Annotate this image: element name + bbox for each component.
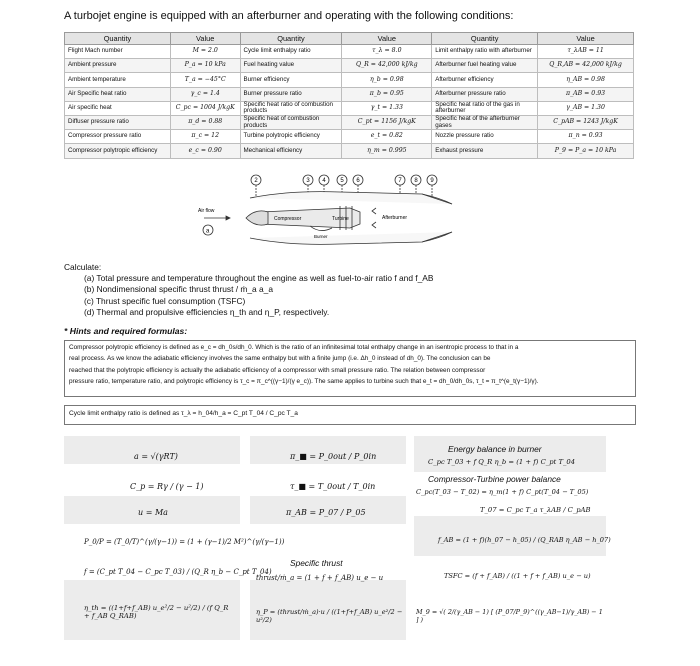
station-label: 8 xyxy=(414,178,418,184)
formula-cp: C_p = Rγ / (γ − 1) xyxy=(130,482,204,491)
air-flow-label: Air flow xyxy=(198,208,215,214)
engine-diagram xyxy=(190,168,530,258)
quantity-cell: Fuel heating value xyxy=(240,59,342,73)
calculate-item: (b) Nondimensional specific thrust thrust / ṁ_a a_a xyxy=(84,284,273,295)
quantity-cell: Turbine polytropic efficiency xyxy=(240,130,342,144)
col-header: Value xyxy=(342,33,432,45)
formula-fuel-air-ratio: f = (C_pt T_04 − C_pc T_03) / (Q_R η_b − C_pt T_04) xyxy=(84,568,272,576)
quantity-cell: Specific heat of combustion products xyxy=(240,115,342,129)
hint-line: real process. As we know the adiabatic efficiency involves the same enthalpy but with a finite jump (i.e. Δh_0 instead of dh_0). The conclusion can be xyxy=(69,355,491,363)
formula-pressure-ratio: π_■ = P_0out / P_0in xyxy=(290,452,377,461)
col-header: Value xyxy=(170,33,240,45)
value-cell: π_n = 0.93 xyxy=(538,130,634,144)
station-label: 6 xyxy=(356,178,360,184)
problem-title: A turbojet engine is equipped with an afterburner and operating with the following conditions: xyxy=(64,10,514,22)
formula-specific-thrust: thrust/ṁ_a = (1 + f + f_AB) u_e − u xyxy=(256,574,384,582)
calculate-heading: Calculate: xyxy=(64,262,102,272)
station-label: 9 xyxy=(430,178,434,184)
value-cell: Q_R = 42,000 kJ/kg xyxy=(342,59,432,73)
polytropic-efficiency-box xyxy=(64,340,636,397)
value-cell: η_b = 0.98 xyxy=(342,73,432,87)
value-cell: Q_R,AB = 42,000 kJ/kg xyxy=(538,59,634,73)
table-row xyxy=(65,45,634,59)
value-cell: π_c = 12 xyxy=(170,130,240,144)
formula-speed-of-sound: a = √(γRT) xyxy=(134,452,178,461)
formula-temperature-ratio: τ_■ = T_0out / T_0in xyxy=(290,482,376,491)
quantity-cell: Compressor polytropic efficiency xyxy=(65,144,171,158)
calculate-item: (a) Total pressure and temperature throughout the engine as well as fuel-to-air ratio f and f_AB xyxy=(84,273,434,284)
quantity-cell: Nozzle pressure ratio xyxy=(432,130,538,144)
formula-velocity: u = Ma xyxy=(138,508,168,517)
quantity-cell: Ambient temperature xyxy=(65,73,171,87)
inlet-station-label: a xyxy=(206,228,210,235)
value-cell: T_a = −45°C xyxy=(170,73,240,87)
quantity-cell: Ambient pressure xyxy=(65,59,171,73)
col-header: Quantity xyxy=(432,33,538,45)
quantity-cell: Compressor pressure ratio xyxy=(65,130,171,144)
quantity-cell: Specific heat ratio of the gas in afterburner xyxy=(432,101,538,115)
quantity-cell: Afterburner efficiency xyxy=(432,73,538,87)
value-cell: e_t = 0.82 xyxy=(342,130,432,144)
table-row xyxy=(65,101,634,115)
value-cell: γ_t = 1.33 xyxy=(342,101,432,115)
station-label: 3 xyxy=(306,178,310,184)
value-cell: M = 2.0 xyxy=(170,45,240,59)
station-label: 2 xyxy=(254,178,258,184)
formula-propulsive-efficiency: η_P = (thrust/ṁ_a)·u / ((1+f+f_AB) u_e²/2 − u²/2) xyxy=(256,608,403,624)
table-row xyxy=(65,144,634,158)
table-row xyxy=(65,130,634,144)
value-cell: C_pAB = 1243 J/kgK xyxy=(538,115,634,129)
col-header: Quantity xyxy=(65,33,171,45)
formula-afterburner-pressure-ratio: π_AB = P_07 / P_05 xyxy=(286,508,366,517)
formula-thermal-efficiency: η_th = ((1+f+f_AB) u_e²/2 − u²/2) / (f Q_R + f_AB Q_RAB) xyxy=(84,604,229,620)
hint-line: pressure ratio, temperature ratio, and polytropic efficiency is τ_c = π_c^((γ−1)/(γ e_c)). The same applies to turbine such that e_t = dh_0/dh_0s, τ_t = π_t^(e_t(γ−1)/γ). xyxy=(69,377,539,385)
station-markers xyxy=(251,175,437,185)
quantity-cell: Cycle limit enthalpy ratio xyxy=(240,45,342,59)
calculate-section xyxy=(64,262,433,318)
quantity-cell: Flight Mach number xyxy=(65,45,171,59)
table-row xyxy=(65,59,634,73)
value-cell: π_d = 0.88 xyxy=(170,115,240,129)
quantity-cell: Burner pressure ratio xyxy=(240,87,342,101)
burner-label: Burner xyxy=(314,234,328,239)
station-label: 7 xyxy=(398,178,402,184)
station-label: 4 xyxy=(322,178,326,184)
conditions-table xyxy=(64,32,634,159)
formula-t07: T_07 = C_pc T_a τ_λAB / C_pAB xyxy=(480,506,591,514)
station-label: 5 xyxy=(340,178,344,184)
quantity-cell: Specific heat of the afterburner gases xyxy=(432,115,538,129)
quantity-cell: Specific heat ratio of combustion products xyxy=(240,101,342,115)
hint-line: reached that the polytropic efficiency is actually the adiabatic efficiency of a compressor with small pressure ratio. The relation between compressor xyxy=(69,366,486,374)
specific-thrust-label: Specific thrust xyxy=(290,558,343,568)
formula-fab: f_AB = (1 + f)(h_07 − h_05) / (Q_RAB η_AB − h_07) xyxy=(438,536,611,544)
value-cell: η_m = 0.995 xyxy=(342,144,432,158)
hint-line: Compressor polytropic efficiency is defined as e_c = dh_0s/dh_0. Which is the ratio of an infinitesimal total enthalpy change in an isentropic process to that in a xyxy=(69,344,519,351)
power-balance-label: Compressor-Turbine power balance xyxy=(428,474,561,484)
value-cell: η_AB = 0.98 xyxy=(538,73,634,87)
formula-energy-balance: C_pc T_03 + f Q_R η_b = (1 + f) C_pt T_04 xyxy=(428,458,576,466)
hints-heading: * Hints and required formulas: xyxy=(64,326,188,336)
value-cell: τ_λAB = 11 xyxy=(538,45,634,59)
formula-isentropic-relation: P_0/P = (T_0/T)^(γ/(γ−1)) = (1 + (γ−1)/2 M²)^(γ/(γ−1)) xyxy=(84,538,285,546)
formula-exit-mach: M_9 = √( 2/(γ_AB − 1) [ (P_07/P_9)^((γ_AB−1)/γ_AB) − 1 ] ) xyxy=(416,608,603,624)
calculate-item: (d) Thermal and propulsive efficiencies η_th and η_P, respectively. xyxy=(84,306,330,317)
value-cell: C_pc = 1004 J/kgK xyxy=(170,101,240,115)
quantity-cell: Afterburner pressure ratio xyxy=(432,87,538,101)
col-header: Value xyxy=(538,33,634,45)
table-row xyxy=(65,115,634,129)
value-cell: P_9 = P_a = 10 kPa xyxy=(538,144,634,158)
formula-tsfc: TSFC = (f + f_AB) / ((1 + f + f_AB) u_e − u) xyxy=(444,572,591,580)
turbine-label: Turbine xyxy=(332,216,349,222)
quantity-cell: Afterburner fuel heating value xyxy=(432,59,538,73)
energy-balance-label: Energy balance in burner xyxy=(448,444,542,454)
quantity-cell: Air specific heat xyxy=(65,101,171,115)
quantity-cell: Diffuser pressure ratio xyxy=(65,115,171,129)
value-cell: γ_AB = 1.30 xyxy=(538,101,634,115)
quantity-cell: Mechanical efficiency xyxy=(240,144,342,158)
cycle-limit-box: Cycle limit enthalpy ratio is defined as τ_λ = h_04/h_a = C_pt T_04 / C_pc T_a xyxy=(64,405,636,425)
quantity-cell: Burner efficiency xyxy=(240,73,342,87)
value-cell: π_b = 0.95 xyxy=(342,87,432,101)
table-row xyxy=(65,73,634,87)
afterburner-label: Afterburner xyxy=(382,215,408,221)
table-header-row xyxy=(65,33,634,45)
quantity-cell: Exhaust pressure xyxy=(432,144,538,158)
value-cell: π_AB = 0.93 xyxy=(538,87,634,101)
table-row xyxy=(65,87,634,101)
calculate-item: (c) Thrust specific fuel consumption (TSFC) xyxy=(84,295,246,306)
value-cell: P_a = 10 kPa xyxy=(170,59,240,73)
value-cell: C_pt = 1156 J/kgK xyxy=(342,115,432,129)
col-header: Quantity xyxy=(240,33,342,45)
formula-power-balance: C_pc(T_03 − T_02) = η_m(1 + f) C_pt(T_04 − T_05) xyxy=(416,488,589,496)
quantity-cell: Air Specific heat ratio xyxy=(65,87,171,101)
quantity-cell: Limit enthalpy ratio with afterburner xyxy=(432,45,538,59)
value-cell: τ_λ = 8.0 xyxy=(342,45,432,59)
compressor-label: Compressor xyxy=(274,216,302,222)
value-cell: e_c = 0.90 xyxy=(170,144,240,158)
value-cell: γ_c = 1.4 xyxy=(170,87,240,101)
